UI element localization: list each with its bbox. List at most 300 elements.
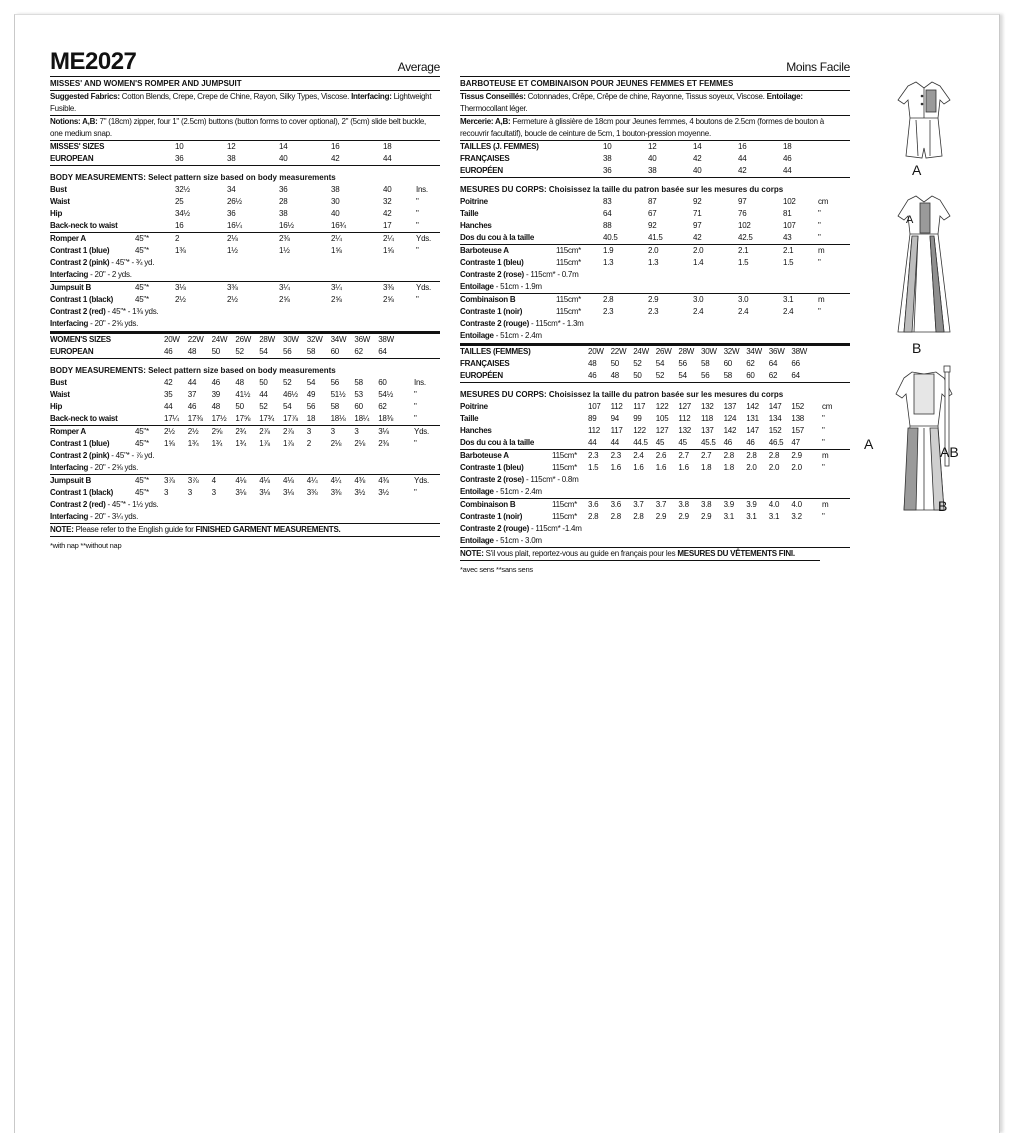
contrast-2-row <box>460 269 850 281</box>
cell-value: 102 <box>783 197 796 206</box>
cell-value: 46½ <box>283 390 298 399</box>
view-ab-label: AB <box>940 444 959 460</box>
cell-value: 2 <box>306 439 311 448</box>
row-label: Poitrine <box>460 197 488 206</box>
cell-value: 4¼ <box>330 476 342 485</box>
pattern-title-fr: BARBOTEUSE ET COMBINAISON POUR JEUNES FEMMES ET FEMMES <box>460 79 734 88</box>
cell-value: 3½ <box>378 488 389 497</box>
cell-value: 18⅛ <box>330 414 346 423</box>
cell-value: 2.4 <box>693 307 704 316</box>
unit: " <box>416 246 419 255</box>
cell-value: 2¼ <box>383 234 394 243</box>
cell-value: 46 <box>746 438 755 447</box>
view-a-label: A <box>912 162 922 178</box>
fabric-width: 115cm* <box>556 246 582 255</box>
fabric-width: 115cm* <box>552 500 578 509</box>
contrast-2-row <box>50 306 440 318</box>
fabric-width: 45"* <box>135 439 149 448</box>
cell-value: 34W <box>330 335 347 344</box>
cell-value: 147 <box>746 426 759 435</box>
garment-sketches <box>878 78 998 518</box>
cell-value: 64 <box>768 359 778 368</box>
cell-value: 137 <box>701 426 714 435</box>
cell-value: 62 <box>378 402 387 411</box>
row-text: - 51cm - 2.4m <box>495 331 542 340</box>
cell-value: 1.5 <box>588 463 599 472</box>
cell-value: 2 <box>175 234 180 243</box>
cell-value: 1.4 <box>693 258 704 267</box>
cell-value: 92 <box>648 221 657 230</box>
cell-value: 1.3 <box>603 258 614 267</box>
cell-value: 88 <box>603 221 612 230</box>
cell-value: 1.6 <box>610 463 621 472</box>
cell-value: 97 <box>738 197 747 206</box>
row-label: Bust <box>50 378 67 387</box>
row-label: EUROPÉEN <box>460 166 503 175</box>
cell-value: 152 <box>791 402 804 411</box>
cell-value: 24W <box>633 347 649 356</box>
cell-value: 44 <box>738 154 747 163</box>
cell-value: 1.6 <box>655 463 667 472</box>
cell-value: 105 <box>655 414 669 423</box>
cell-value: 1¾ <box>211 439 223 448</box>
cell-value: 44 <box>588 438 597 447</box>
cell-value: 122 <box>633 426 646 435</box>
row-label: Entoilage <box>460 331 494 340</box>
cell-value: 76 <box>738 209 747 218</box>
cell-value: 50 <box>235 402 244 411</box>
unit: " <box>416 209 419 218</box>
cell-value: 2.6 <box>655 451 667 460</box>
cell-value: 62 <box>354 347 363 356</box>
cell-value: 89 <box>588 414 597 423</box>
cell-value: 127 <box>678 402 691 411</box>
cell-value: 52 <box>235 347 244 356</box>
row-label: Romper A <box>50 427 86 436</box>
cell-value: 2.0 <box>746 463 757 472</box>
cell-value: 3 <box>211 488 216 497</box>
cell-value: 3⅛ <box>235 488 247 497</box>
cell-value: 52 <box>655 371 665 380</box>
women-size-table <box>50 334 440 523</box>
cell-value: 117 <box>633 402 646 411</box>
cell-value: 2⅜ <box>279 234 290 243</box>
cell-value: 2⅝ <box>383 295 394 304</box>
interfacing-row <box>50 318 440 330</box>
cell-value: 1.6 <box>678 463 689 472</box>
yardage-row <box>460 257 850 269</box>
unit: " <box>818 221 821 230</box>
cell-value: 18 <box>306 414 316 423</box>
cell-value: 30W <box>701 347 717 356</box>
cell-value: 1¾ <box>187 439 199 448</box>
row-label: Waist <box>50 390 70 399</box>
row-label: Hip <box>50 209 63 218</box>
cell-value: 54 <box>678 371 687 380</box>
row-text: - 20" - 2⅝ yds. <box>90 319 139 328</box>
unit: " <box>416 221 419 230</box>
unit: " <box>416 197 419 206</box>
cell-value: 3½ <box>354 488 366 497</box>
interfacing-row <box>50 511 440 523</box>
yardage-row <box>460 499 850 511</box>
cell-value: 16¾ <box>331 221 346 230</box>
row-label: Waist <box>50 197 70 206</box>
contrast-2-row <box>50 499 440 511</box>
french-size-row <box>460 358 850 370</box>
english-content <box>50 78 440 551</box>
cell-value: 12 <box>648 142 657 151</box>
cell-value: 54 <box>306 378 316 387</box>
cell-value: 131 <box>746 414 759 423</box>
size-row <box>50 334 440 346</box>
women-size-table-fr <box>460 346 850 547</box>
cell-value: 2½ <box>227 295 238 304</box>
row-label: Poitrine <box>460 402 488 411</box>
yardage-row <box>50 233 440 245</box>
cell-value: 2¼ <box>331 234 342 243</box>
cell-value: 3¼ <box>279 283 290 292</box>
cell-value: 2.1 <box>783 246 794 255</box>
cell-value: 3.6 <box>610 500 621 509</box>
notions-paragraph-fr: Mercerie: A,B: Fermeture à glissière de 18cm pour Jeunes femmes, 4 boutons de 2.5cm (formes de bouton à recouvrir facultatif), boucle de ceinture de 5cm, 1 bouton-pression moyenne. <box>460 117 824 138</box>
yardage-row <box>50 487 440 499</box>
cell-value: 20W <box>164 335 180 344</box>
body-measurements-heading: MESURES DU CORPS: Choisissez la taille du patron basée sur les mesures du corps <box>460 185 784 194</box>
cell-value: 2.1 <box>738 246 749 255</box>
measurement-row <box>460 401 850 413</box>
cell-value: 3.0 <box>738 295 749 304</box>
difficulty-level: Average <box>397 60 440 74</box>
cell-value: 52 <box>633 359 642 368</box>
cell-value: 56 <box>678 359 687 368</box>
cell-value: 46 <box>588 371 597 380</box>
cell-value: 3¼ <box>331 283 342 292</box>
nap-footnote-fr: *avec sens **sans sens <box>460 565 533 574</box>
cell-value: 2.4 <box>633 451 644 460</box>
body-measurements-heading: BODY MEASUREMENTS: Select pattern size based on body measurements <box>50 366 336 375</box>
cell-value: 32W <box>723 347 740 356</box>
cell-value: 44 <box>164 402 173 411</box>
cell-value: 44 <box>259 390 268 399</box>
cell-value: 2.0 <box>791 463 802 472</box>
cell-value: 52 <box>283 378 292 387</box>
cell-value: 71 <box>693 209 702 218</box>
cell-value: 38 <box>279 209 288 218</box>
row-text: - 115cm* - 0.8m <box>525 475 579 484</box>
cell-value: 17⅝ <box>235 414 251 423</box>
row-label: WOMEN'S SIZES <box>50 335 111 344</box>
cell-value: 1.3 <box>648 258 659 267</box>
measurement-row <box>50 401 440 413</box>
french-size-row <box>460 153 850 165</box>
yardage-row <box>460 306 850 318</box>
row-label: Entoilage <box>460 536 494 545</box>
cell-value: 107 <box>783 221 796 230</box>
cell-value: 2.7 <box>701 451 712 460</box>
fabric-width: 45"* <box>135 283 149 292</box>
euro-size-row <box>460 370 850 382</box>
cell-value: 1.6 <box>633 463 644 472</box>
unit: " <box>818 307 821 316</box>
cell-value: 2.4 <box>783 307 794 316</box>
cell-value: 4.0 <box>768 500 780 509</box>
cell-value: 4⅜ <box>354 476 366 485</box>
measurement-row <box>460 220 850 232</box>
cell-value: 3.9 <box>723 500 734 509</box>
cell-value: 46 <box>783 154 792 163</box>
yardage-row <box>50 438 440 450</box>
row-label: Contraste 1 (noir) <box>460 307 523 316</box>
cell-value: 2½ <box>175 295 186 304</box>
row-label: Barboteuse A <box>460 246 509 255</box>
cell-value: 1⅝ <box>331 246 342 255</box>
cell-value: 28 <box>279 197 288 206</box>
row-label: Combinaison B <box>460 500 516 509</box>
cell-value: 18¼ <box>354 414 370 423</box>
unit: " <box>822 512 825 521</box>
cell-value: 1.8 <box>723 463 734 472</box>
cell-value: 18 <box>783 142 792 151</box>
row-label: Taille <box>460 209 479 218</box>
unit: Yds. <box>414 476 430 485</box>
cell-value: 35 <box>164 390 173 399</box>
cell-value: 2.0 <box>768 463 780 472</box>
cell-value: 50 <box>211 347 220 356</box>
fabric-width: 45"* <box>135 488 149 497</box>
cell-value: 3⅛ <box>378 427 389 436</box>
cell-value: 56 <box>330 378 339 387</box>
cell-value: 142 <box>723 426 737 435</box>
contrast-2-row <box>460 523 850 535</box>
cell-value: 147 <box>768 402 782 411</box>
unit: m <box>822 451 829 460</box>
cell-value: 45.5 <box>701 438 716 447</box>
cell-value: 49 <box>306 390 316 399</box>
finished-note-fr: NOTE: S'il vous plait, reportez-vous au guide en français pour les MESURES DU VÊTEMENTS FINI. <box>460 549 795 558</box>
unit: " <box>822 426 825 435</box>
body-measurements-heading: BODY MEASUREMENTS: Select pattern size based on body measurements <box>50 173 336 182</box>
unit: cm <box>818 197 829 206</box>
size-row <box>460 346 850 358</box>
cell-value: 3⅞ <box>164 476 175 485</box>
cell-value: 42 <box>693 154 702 163</box>
cell-value: 41.5 <box>648 233 663 242</box>
yardage-row <box>460 294 850 306</box>
row-text: - 45"* - ¾ yd. <box>111 258 155 267</box>
cell-value: 81 <box>783 209 792 218</box>
pattern-number: ME2027 <box>50 48 137 75</box>
row-label: EUROPEAN <box>50 347 94 356</box>
cell-value: 14 <box>279 142 288 151</box>
unit: m <box>818 246 825 255</box>
row-text: - 51cm - 3.0m <box>495 536 542 545</box>
row-label: Contrast 2 (pink) <box>50 451 110 460</box>
fabric-width: 45"* <box>135 295 149 304</box>
cell-value: 2¾ <box>235 427 247 436</box>
cell-value: 43 <box>783 233 792 242</box>
row-text: - 45"* - ⅞ yd. <box>111 451 155 460</box>
cell-value: 3 <box>354 427 359 436</box>
row-text: - 115cm* -1.4m <box>531 524 582 533</box>
measurement-row <box>50 377 440 389</box>
unit: m <box>818 295 825 304</box>
euro-size-row <box>50 153 440 165</box>
yardage-row <box>460 462 850 474</box>
cell-value: 42 <box>383 209 392 218</box>
cell-value: 3.0 <box>693 295 704 304</box>
view-b-back-label: B <box>938 498 948 514</box>
misses-size-table-fr <box>460 141 850 342</box>
row-label: FRANÇAISES <box>460 154 510 163</box>
cell-value: 40 <box>383 185 392 194</box>
cell-value: 3.1 <box>723 512 734 521</box>
cell-value: 4⅛ <box>259 476 270 485</box>
cell-value: 3⅛ <box>259 488 270 497</box>
cell-value: 132 <box>701 402 714 411</box>
euro-size-row <box>50 346 440 358</box>
fabric-width: 115cm* <box>556 307 582 316</box>
yardage-row <box>50 475 440 487</box>
cell-value: 40 <box>648 154 657 163</box>
size-row <box>460 141 850 153</box>
row-label: Taille <box>460 414 479 423</box>
cell-value: 17¼ <box>164 414 179 423</box>
cell-value: 18⅜ <box>378 414 394 423</box>
cell-value: 1⅝ <box>164 439 175 448</box>
cell-value: 1⅝ <box>383 246 394 255</box>
cell-value: 1.9 <box>603 246 614 255</box>
misses-size-table <box>50 141 440 330</box>
row-label: FRANÇAISES <box>460 359 510 368</box>
cell-value: 3.7 <box>633 500 644 509</box>
cell-value: 44 <box>187 378 197 387</box>
cell-value: 54 <box>283 402 292 411</box>
cell-value: 2.0 <box>693 246 704 255</box>
cell-value: 122 <box>655 402 669 411</box>
unit: Ins. <box>414 378 426 387</box>
cell-value: 3⅜ <box>306 488 318 497</box>
row-label: Dos du cou à la taille <box>460 438 535 447</box>
cell-value: 2½ <box>187 427 199 436</box>
cell-value: 2.8 <box>633 512 644 521</box>
row-label: Contraste 2 (rose) <box>460 475 524 484</box>
contrast-2-row <box>460 318 850 330</box>
cell-value: 3.8 <box>678 500 689 509</box>
row-label: Interfacing <box>50 512 89 521</box>
row-text: - 51cm - 1.9m <box>495 282 542 291</box>
jumpsuit-back-sketch <box>896 372 952 510</box>
cell-value: 3 <box>306 427 311 436</box>
cell-value: 2.8 <box>603 295 614 304</box>
cell-value: 36W <box>768 347 785 356</box>
cell-value: 1½ <box>279 246 290 255</box>
row-label: Contrast 2 (red) <box>50 307 106 316</box>
cell-value: 127 <box>655 426 669 435</box>
row-label: Interfacing <box>50 270 89 279</box>
cell-value: 20W <box>588 347 604 356</box>
cell-value: 42 <box>693 233 702 242</box>
cell-value: 118 <box>701 414 714 423</box>
cell-value: 2⅛ <box>227 234 238 243</box>
row-text: - 45"* - 1½ yds. <box>107 500 159 509</box>
cell-value: 2⅛ <box>330 439 342 448</box>
size-row <box>50 141 440 153</box>
interfacing-row <box>50 269 440 281</box>
cell-value: 24W <box>211 335 228 344</box>
finished-note: NOTE: Please refer to the English guide for FINISHED GARMENT MEASUREMENTS. <box>50 525 341 534</box>
cell-value: 1⅞ <box>283 439 294 448</box>
cell-value: 36W <box>354 335 371 344</box>
unit: Yds. <box>416 234 432 243</box>
cell-value: 1⅞ <box>259 439 270 448</box>
cell-value: 42.5 <box>738 233 753 242</box>
cell-value: 44.5 <box>633 438 648 447</box>
row-label: Hanches <box>460 426 492 435</box>
cell-value: 4⅛ <box>235 476 247 485</box>
pattern-title: MISSES' AND WOMEN'S ROMPER AND JUMPSUIT <box>50 79 242 88</box>
cell-value: 12 <box>227 142 236 151</box>
cell-value: 4 <box>211 476 216 485</box>
cell-value: 117 <box>610 426 623 435</box>
fabric-width: 45"* <box>135 234 149 243</box>
interfacing-row <box>460 486 850 498</box>
yardage-row <box>460 245 850 257</box>
cell-value: 44 <box>783 166 792 175</box>
cell-value: 14 <box>693 142 702 151</box>
cell-value: 3.6 <box>588 500 599 509</box>
row-label: Interfacing <box>50 463 89 472</box>
cell-value: 3⅛ <box>175 283 186 292</box>
cell-value: 42 <box>738 166 747 175</box>
unit: " <box>414 414 417 423</box>
cell-value: 4.0 <box>791 500 802 509</box>
interfacing-row <box>460 281 850 293</box>
measurement-row <box>460 232 850 244</box>
cell-value: 97 <box>693 221 702 230</box>
romper-a-sketch <box>898 82 950 158</box>
unit: cm <box>822 402 833 411</box>
row-label: Contrast 1 (blue) <box>50 439 110 448</box>
cell-value: 48 <box>187 347 197 356</box>
euro-size-row <box>460 165 850 177</box>
row-label: Contraste 2 (rouge) <box>460 524 530 533</box>
cell-value: 46 <box>211 378 220 387</box>
cell-value: 94 <box>610 414 619 423</box>
cell-value: 112 <box>610 402 623 411</box>
row-label: Contraste 1 (bleu) <box>460 258 524 267</box>
cell-value: 64 <box>603 209 612 218</box>
unit: " <box>414 488 417 497</box>
cell-value: 44 <box>610 438 619 447</box>
unit: " <box>822 414 825 423</box>
row-label: Contrast 2 (red) <box>50 500 106 509</box>
row-label: Contrast 2 (pink) <box>50 258 110 267</box>
view-a-back-label: A <box>864 436 874 452</box>
cell-value: 2⅝ <box>331 295 342 304</box>
measurement-row <box>50 196 440 208</box>
row-label: Combinaison B <box>460 295 516 304</box>
cell-value: 50 <box>633 371 642 380</box>
row-text: - 20" - 2 yds. <box>90 270 132 279</box>
cell-value: 2.9 <box>791 451 802 460</box>
cell-value: 22W <box>187 335 204 344</box>
cell-value: 3.2 <box>791 512 802 521</box>
cell-value: 2.0 <box>648 246 659 255</box>
cell-value: 45 <box>655 438 665 447</box>
french-content <box>460 78 850 575</box>
cell-value: 17 <box>383 221 392 230</box>
